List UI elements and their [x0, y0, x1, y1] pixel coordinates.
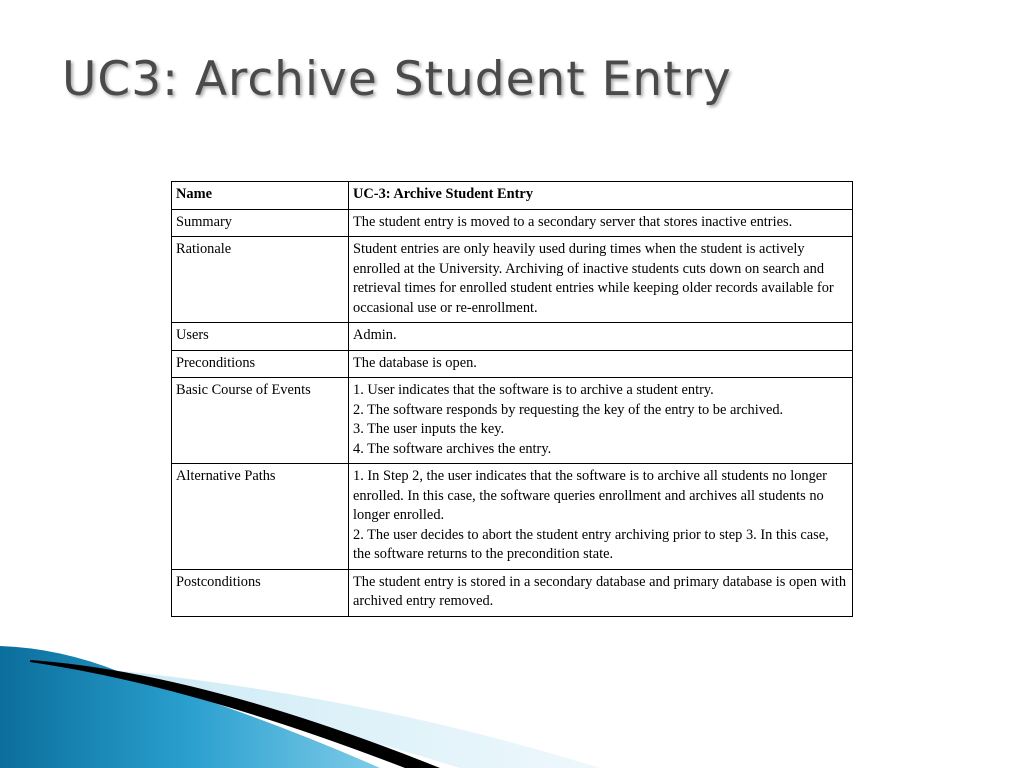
- name-value-cell: UC-3: Archive Student Entry: [349, 182, 853, 210]
- table-row: [172, 378, 853, 464]
- row-value-alternative-paths: 1. In Step 2, the user indicates that the software is to archive all students no longer enrolled. In this case, the software queries enrollment and archives all students no longer enrolled. 2. The user decides to abort the student entry archiving prior to step 3. In this case, the software returns to the precondition state.: [349, 464, 853, 570]
- table-header-row: [172, 182, 853, 210]
- table-row: [172, 209, 853, 237]
- row-label-preconditions: Preconditions: [172, 350, 349, 378]
- row-value-preconditions: The database is open.: [349, 350, 853, 378]
- row-value-summary: The student entry is moved to a secondary server that stores inactive entries.: [349, 209, 853, 237]
- use-case-table: [171, 181, 853, 617]
- row-label-rationale: Rationale: [172, 237, 349, 323]
- slide-title: UC3: Archive Student Entry: [62, 52, 732, 107]
- row-label-summary: Summary: [172, 209, 349, 237]
- table-row: [172, 569, 853, 616]
- row-value-users: Admin.: [349, 323, 853, 351]
- name-label-cell: Name: [172, 182, 349, 210]
- row-label-basic-course: Basic Course of Events: [172, 378, 349, 464]
- table-row: [172, 323, 853, 351]
- row-label-postconditions: Postconditions: [172, 569, 349, 616]
- row-label-users: Users: [172, 323, 349, 351]
- table-row: [172, 350, 853, 378]
- row-value-rationale: Student entries are only heavily used during times when the student is actively enrolled at the University. Archiving of inactive students cuts down on search and retrieval times for enrolled student entries while keeping older records available for occasional use or re-enrollment.: [349, 237, 853, 323]
- row-value-basic-course: 1. User indicates that the software is to archive a student entry. 2. The software responds by requesting the key of the entry to be archived. 3. The user inputs the key. 4. The software archives the entry.: [349, 378, 853, 464]
- row-value-postconditions: The student entry is stored in a secondary database and primary database is open with archived entry removed.: [349, 569, 853, 616]
- table-row: [172, 237, 853, 323]
- row-label-alternative-paths: Alternative Paths: [172, 464, 349, 570]
- table-row: [172, 464, 853, 570]
